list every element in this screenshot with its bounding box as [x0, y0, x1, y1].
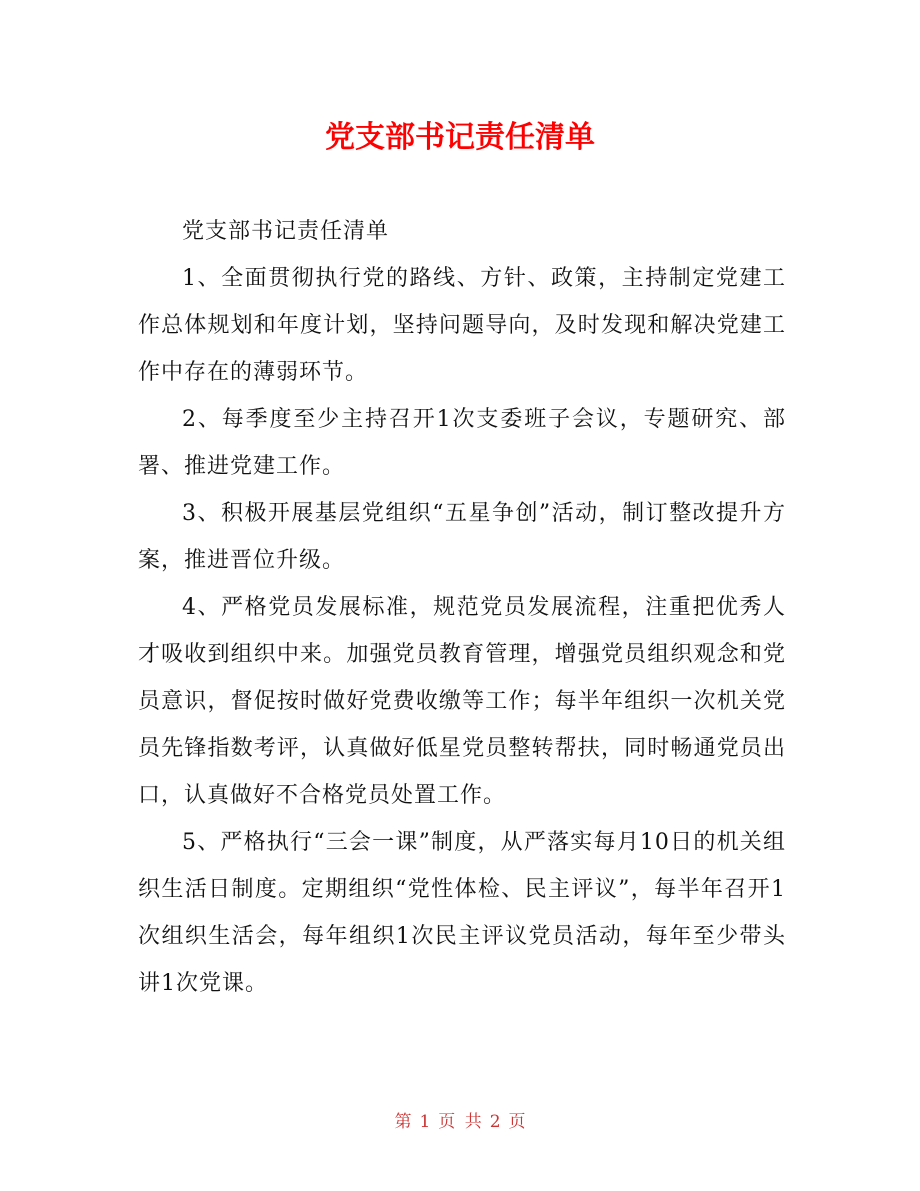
- footer-total-pages: 2: [489, 1112, 501, 1132]
- page-number-footer: [0, 1110, 920, 1134]
- paragraph-item-4: 4、严格党员发展标准，规范党员发展流程，注重把优秀人才吸收到组织中来。加强党员教育管理，增强党员组织观念和党员意识，督促按时做好党费收缴等工作；每半年组织一次机关党员先锋指数考评，认真做好低星党员整转帮扶，同时畅通党员出口，认真做好不合格党员处置工作。: [138, 595, 786, 808]
- document-title: 党支部书记责任清单: [325, 120, 595, 155]
- footer-label-pages: 页: [508, 1112, 526, 1132]
- paragraph-item-3: 3、积极开展基层党组织“五星争创”活动，制订整改提升方案，推进晋位升级。: [138, 501, 786, 573]
- paragraph-heading: 党支部书记责任清单: [182, 219, 390, 244]
- document-body: [138, 208, 786, 1007]
- paragraph-item-1: 1、全面贯彻执行党的路线、方针、政策，主持制定党建工作总体规划和年度计划，坚持问题导向，及时发现和解决党建工作中存在的薄弱环节。: [138, 266, 786, 385]
- footer-label-page: 第: [394, 1112, 412, 1132]
- footer-current-page: 1: [419, 1112, 431, 1132]
- paragraph-item-5: 5、严格执行“三会一课”制度，从严落实每月10日的机关组织生活日制度。定期组织“党性体检、民主评议”，每半年召开1次组织生活会，每年组织1次民主评议党员活动，每年至少带头讲1次党课。: [138, 830, 786, 996]
- paragraph-item-2: 2、每季度至少主持召开1次支委班子会议，专题研究、部署、推进党建工作。: [138, 407, 786, 479]
- footer-label-of: 页 共: [438, 1112, 482, 1132]
